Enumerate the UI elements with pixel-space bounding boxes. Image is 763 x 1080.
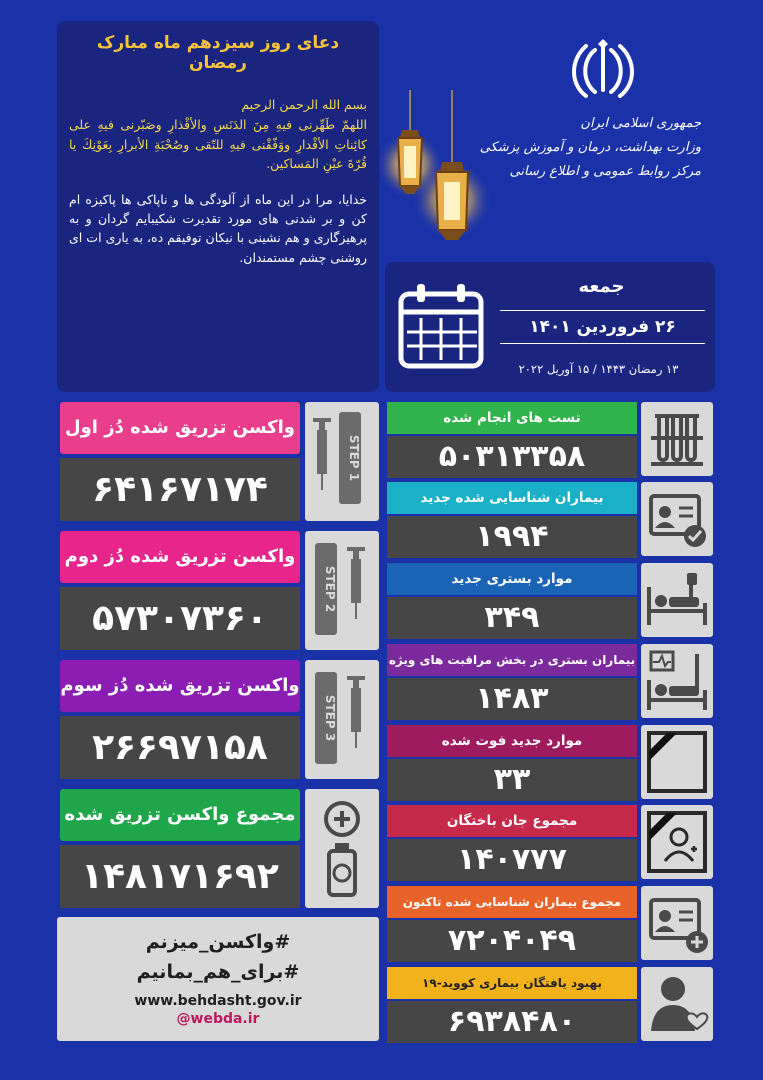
stat-recovered-value: ۶۹۳۸۴۸۰	[387, 1001, 637, 1043]
stat-total-deaths-label: مجموع جان باختگان	[387, 805, 637, 837]
mourning-ribbon-icon	[641, 725, 713, 799]
stat-new-cases-label: بیماران شناسایی شده جدید	[387, 482, 637, 514]
stat-new-deaths-label: موارد جدید فوت شده	[387, 725, 637, 757]
hospital-bed-icon	[641, 563, 713, 637]
prayer-arabic	[69, 95, 367, 174]
date-lunar-gregorian: ۱۳ رمضان ۱۴۴۳ / ۱۵ آوریل ۲۰۲۲	[518, 362, 679, 376]
icu-bed-icon	[641, 644, 713, 718]
step3-syringe-icon	[305, 660, 379, 779]
hashtag-vaccine: #واکسن_میزنم	[145, 931, 291, 953]
date-panel	[385, 262, 715, 392]
deceased-person-icon	[641, 805, 713, 879]
footer-hashtags	[57, 917, 379, 1041]
vaccine-dose3-label: واکسن تزریق شده دُز سوم	[60, 660, 300, 712]
ministry-line-3: مرکز روابط عمومی و اطلاع رسانی	[509, 164, 701, 180]
step2-text: STEP 2	[323, 565, 337, 613]
vaccine-dose1-value: ۶۴۱۶۷۱۷۴	[60, 458, 300, 521]
id-card-plus-icon	[641, 886, 713, 960]
stat-total-cases-value: ۷۲۰۴۰۴۹	[387, 920, 637, 962]
stat-total-cases-label: مجموع بیماران شناسایی شده تاکنون	[387, 886, 637, 918]
stat-icu-label: بیماران بستری در بخش مراقبت های ویژه	[387, 644, 637, 676]
iran-emblem-icon	[568, 38, 638, 102]
stat-total-deaths-value: ۱۴۰۷۷۷	[387, 839, 637, 881]
stat-tests-value: ۵۰۳۱۳۳۵۸	[387, 436, 637, 478]
ministry-line-1: جمهوری اسلامی ایران	[580, 116, 701, 131]
stat-new-deaths-value: ۳۳	[387, 759, 637, 801]
bismillah-line: بسم الله الرحمن الرحیم	[241, 97, 367, 112]
step2-syringe-icon	[305, 531, 379, 650]
vaccine-dose2-label: واکسن تزریق شده دُز دوم	[60, 531, 300, 583]
date-weekday: جمعه	[578, 276, 625, 297]
stat-icu-value: ۱۴۸۳	[387, 678, 637, 720]
prayer-box	[57, 21, 379, 392]
vaccine-dose3-value: ۲۶۶۹۷۱۵۸	[60, 716, 300, 779]
vaccine-dose1-label: واکسن تزریق شده دُز اول	[60, 402, 300, 454]
id-card-check-icon	[641, 482, 713, 556]
stat-new-cases-value: ۱۹۹۴	[387, 516, 637, 558]
vaccine-vial-icon	[305, 789, 379, 908]
prayer-title: دعای روز سیزدهم ماه مبارک رمضان	[96, 33, 340, 73]
stat-new-hospital-label: موارد بستری جدید	[387, 563, 637, 595]
vaccine-total-value: ۱۴۸۱۷۱۶۹۲	[60, 845, 300, 908]
ministry-line-2: وزارت بهداشت، درمان و آموزش پزشکی	[479, 140, 701, 156]
stat-new-hospital-value: ۳۴۹	[387, 597, 637, 639]
step1-syringe-icon	[305, 402, 379, 521]
vaccine-total-label: مجموع واکسن تزریق شده	[60, 789, 300, 841]
stat-tests-label: تست های انجام شده	[387, 402, 637, 434]
hashtag-stay: #برای_هم_بمانیم	[136, 961, 300, 983]
lanterns-decoration	[380, 90, 500, 260]
prayer-arabic-text: اللهمّ طَهِّرنی فیهِ مِنَ الدَنَسِ والأقْذارِ وصَبّرنی فیهِ علی كائِناتِ الأقْدارِ ووَفّقْنی فیهِ للتّقی وصُحْبَةِ الأبرارِ بِعَوْنِكَ یا قُرّةَ عیْنِ المَساكین.	[69, 117, 367, 172]
social-handle[interactable]: @webda.ir	[176, 1011, 260, 1027]
vaccine-dose2-value: ۵۷۳۰۷۳۶۰	[60, 587, 300, 650]
recovered-person-icon	[641, 967, 713, 1041]
test-tubes-icon	[641, 402, 713, 476]
step1-text: STEP 1	[347, 434, 361, 482]
stat-recovered-label: بهبود یافتگان بیماری کووید-۱۹	[387, 967, 637, 999]
date-solar: ۲۶ فروردین ۱۴۰۱	[500, 310, 705, 344]
prayer-persian-text: خدایا، مرا در این ماه از آلودگی ها و ناپاکی ها پاکیزه ام کن و بر شدنی های مورد تقدیرت شکیبایم گردان و به پرهیزگاری و هم نشینی با نیکان توفیقم ده، به یاری ات ای روشنی چشم مستمندان.	[69, 191, 367, 265]
website-link[interactable]: www.behdasht.gov.ir	[134, 993, 302, 1009]
calendar-icon	[397, 282, 489, 374]
step3-text: STEP 3	[323, 694, 337, 742]
